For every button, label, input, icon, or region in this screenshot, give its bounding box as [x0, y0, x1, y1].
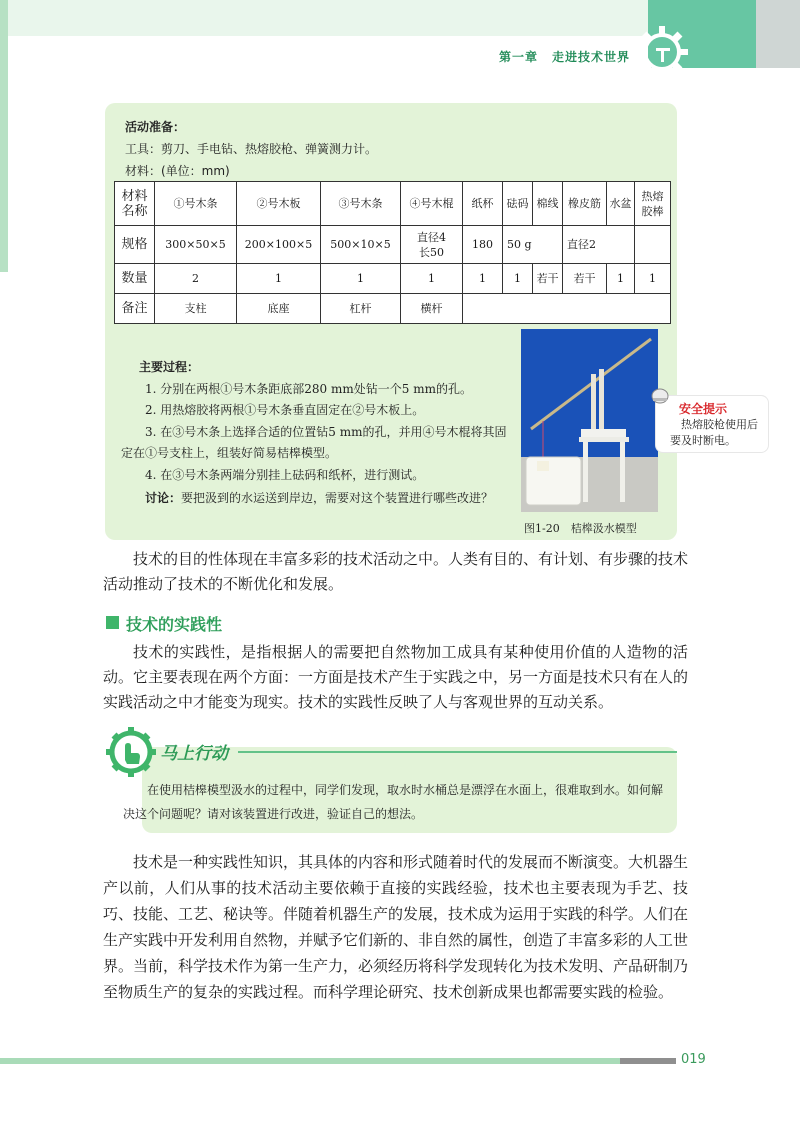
figure-caption: 图1-20 桔槔汲水模型 [524, 522, 637, 535]
process-title: 主要过程： [139, 360, 200, 374]
section-title: 技术的实践性 [126, 615, 223, 634]
discussion-label: 讨论： [145, 491, 182, 505]
table-cell: 300×50×5 [155, 226, 237, 264]
table-cell: 纸杯 [463, 182, 503, 226]
chapter-title: 走进技术世界 [551, 50, 630, 64]
table-cell: 橡皮筋 [563, 182, 607, 226]
table-cell: 棉线 [533, 182, 563, 226]
step-item: 1. 分别在两根①号木条距底部280 mm处钻一个5 mm的孔。 [145, 381, 472, 396]
materials-table [114, 181, 671, 324]
table-cell: 1 [635, 264, 671, 294]
table-cell: ①号木条 [155, 182, 237, 226]
table-cell: 1 [463, 264, 503, 294]
step-item: 2. 用热熔胶将两根①号木条垂直固定在②号木板上。 [145, 403, 425, 417]
discussion-text: 要把汲到的水运送到岸边，需要对这个装置进行哪些改进？ [181, 491, 494, 505]
table-cell: 支柱 [155, 294, 237, 324]
footer-rule [0, 1058, 620, 1064]
table-cell: 规格 [115, 226, 155, 264]
gear-icon [632, 22, 692, 82]
safety-tip-box [655, 395, 769, 453]
step-item: 3. 在③号木条上选择合适的位置钻5 mm的孔，并用④号木棍将其固定在①号支柱上，组装好简易桔槔模型。 [121, 424, 507, 460]
table-cell: 180 [463, 226, 503, 264]
page-number: 019 [681, 1052, 706, 1067]
safety-helmet-icon [649, 385, 671, 407]
table-cell: ②号木板 [237, 182, 321, 226]
safety-tip-title: 安全提示 [679, 402, 728, 416]
table-cell: ③号木条 [321, 182, 401, 226]
table-cell: 底座 [237, 294, 321, 324]
table-cell: 若干 [563, 264, 607, 294]
table-cell: 杠杆 [321, 294, 401, 324]
table-cell: ④号木棍 [401, 182, 463, 226]
discussion [121, 488, 513, 510]
table-cell: 1 [607, 264, 635, 294]
table-cell: 砝码 [503, 182, 533, 226]
table-cell: 数量 [115, 264, 155, 294]
table-cell: 直径2 [563, 226, 635, 264]
running-header [485, 48, 630, 65]
table-cell: 材料 名称 [115, 182, 155, 226]
tools-line: 工具：剪刀、手电钻、热熔胶枪、弹簧测力计。 [125, 142, 378, 156]
safety-tip-text: 热熔胶枪使用后要及时断电。 [670, 418, 758, 447]
table-cell: 1 [401, 264, 463, 294]
table-cell: 1 [237, 264, 321, 294]
paragraph: 技术的目的性体现在丰富多彩的技术活动之中。人类有目的、有计划、有步骤的技术活动推动了技术的不断优化和发展。 [103, 550, 689, 593]
hand-gear-icon [105, 726, 157, 778]
table-cell: 备注 [115, 294, 155, 324]
table-cell [635, 226, 671, 264]
table-cell: 1 [321, 264, 401, 294]
table-cell: 200×100×5 [237, 226, 321, 264]
left-margin-strip [0, 0, 8, 272]
table-cell: 1 [503, 264, 533, 294]
header-gray-block [756, 0, 800, 68]
table-cell [463, 294, 671, 324]
table-cell: 50 g [503, 226, 563, 264]
materials-line: 材料：(单位：mm) [125, 164, 230, 178]
action-title-rule [238, 751, 677, 753]
process-section [121, 357, 513, 510]
table-row [115, 294, 671, 324]
action-title: 马上行动 [160, 744, 228, 764]
chapter-number: 第一章 [498, 50, 538, 64]
table-cell: 2 [155, 264, 237, 294]
table-cell: 若干 [533, 264, 563, 294]
shadoof-model-photo [521, 329, 658, 512]
table-row [115, 226, 671, 264]
header-band [0, 0, 648, 36]
footer-rule-accent [620, 1058, 676, 1064]
table-cell: 横杆 [401, 294, 463, 324]
table-cell: 水盆 [607, 182, 635, 226]
paragraph: 技术的实践性，是指根据人的需要把自然物加工成具有某种使用价值的人造物的活动。它主要表现在两个方面：一方面是技术产生于实践之中，另一方面是技术只有在人的实践活动之中才能变为现实。技术的实践性反映了人与客观世界的互动关系。 [103, 643, 689, 711]
table-row [115, 182, 671, 226]
section-marker [106, 616, 119, 629]
action-text: 在使用桔槔模型汲水的过程中，同学们发现，取水时水桶总是漂浮在水面上，很难取到水。如何解决这个问题呢？请对该装置进行改进，验证自己的想法。 [123, 783, 664, 821]
table-cell: 500×10×5 [321, 226, 401, 264]
step-item: 4. 在③号木条两端分别挂上砝码和纸杯，进行测试。 [145, 467, 425, 482]
table-row [115, 264, 671, 294]
table-cell: 直径4 长50 [401, 226, 463, 264]
prep-title: 活动准备： [125, 120, 186, 134]
paragraph: 技术是一种实践性知识，其具体的内容和形式随着时代的发展而不断演变。大机器生产以前，人们从事的技术活动主要依赖于直接的实践经验，技术也主要表现为手艺、技巧、技能、工艺、秘诀等。伴随着机器生产的发展，技术成为运用于实践的科学。人们在生产实践中开发利用自然物，并赋予它们新的、非自然的属性，创造了丰富多彩的人工世界。当前，科学技术作为第一生产力，必须经历将科学发现转化为技术发明、产品研制乃至物质生产的复杂的实践过程。而科学理论研究、技术创新成果也都需要实践的检验。 [103, 853, 689, 1001]
table-cell: 热熔 胶棒 [635, 182, 671, 226]
